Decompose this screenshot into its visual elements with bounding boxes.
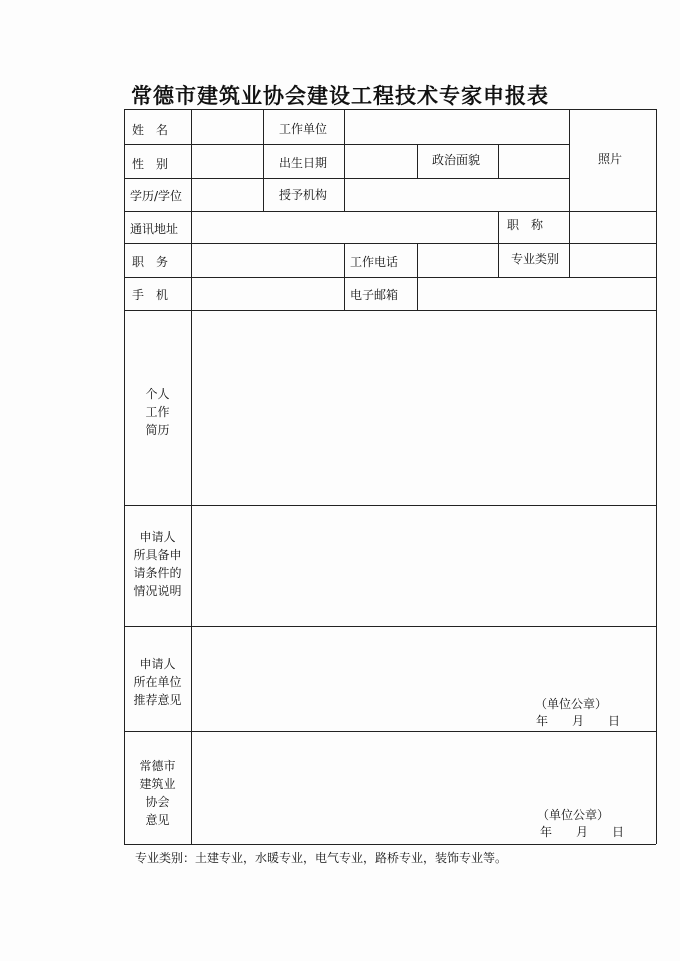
row-line-4: [124, 243, 656, 244]
label-gender: 性 别: [132, 157, 169, 171]
label-specialty-category: 专业类别: [511, 252, 560, 266]
form-title: 常德市建筑业协会建设工程技术专家申报表: [131, 83, 549, 108]
label-education: 学历/学位: [130, 189, 183, 203]
label-column-line: [191, 109, 192, 844]
association-seal-label: （单位公章）: [537, 808, 610, 822]
unit-seal-label: （单位公章）: [535, 697, 608, 711]
label-resume: 个人 工作 简历: [145, 387, 170, 437]
col-line-b2: [344, 243, 345, 310]
table-border-right: [656, 109, 657, 844]
label-qualifications: 申请人 所具备申 请条件的 情况说明: [133, 530, 182, 598]
row-line-6: [124, 310, 656, 311]
row-line-5: [124, 277, 656, 278]
label-mobile: 手 机: [132, 288, 169, 302]
label-granting-institution: 授予机构: [279, 188, 328, 202]
row-line-9: [124, 731, 656, 732]
label-unit-recommendation: 申请人 所在单位 推荐意见: [133, 657, 182, 707]
label-birth-date: 出生日期: [279, 156, 328, 170]
label-work-phone: 工作电话: [350, 255, 399, 269]
specialty-footnote: 专业类别：土建专业，水暖专业，电气专业，路桥专业，装饰专业等。: [135, 851, 508, 865]
col-line-e: [569, 109, 570, 277]
label-position: 职 务: [132, 255, 169, 269]
row-line-8: [124, 626, 656, 627]
table-border-left: [124, 109, 125, 844]
label-photo: 照片: [598, 152, 623, 166]
col-line-d: [498, 144, 499, 178]
col-line-b: [344, 109, 345, 211]
col-line-c: [417, 144, 418, 178]
label-workplace: 工作单位: [279, 122, 328, 136]
association-date-label: 年 月 日: [540, 825, 625, 839]
label-address: 通讯地址: [130, 222, 179, 236]
row-line-3: [124, 211, 656, 212]
col-line-d2: [498, 211, 499, 277]
col-line-a: [263, 109, 264, 211]
table-border-top: [124, 109, 656, 110]
label-name: 姓 名: [132, 123, 169, 137]
label-email: 电子邮箱: [350, 288, 399, 302]
label-political-status: 政治面貌: [432, 153, 481, 167]
row-line-7: [124, 505, 656, 506]
label-association-opinion: 常德市 建筑业 协会 意见: [139, 759, 176, 827]
col-line-c2: [417, 243, 418, 310]
label-job-title: 职 称: [507, 218, 544, 232]
unit-date-label: 年 月 日: [536, 714, 621, 728]
table-border-bottom: [124, 844, 656, 845]
